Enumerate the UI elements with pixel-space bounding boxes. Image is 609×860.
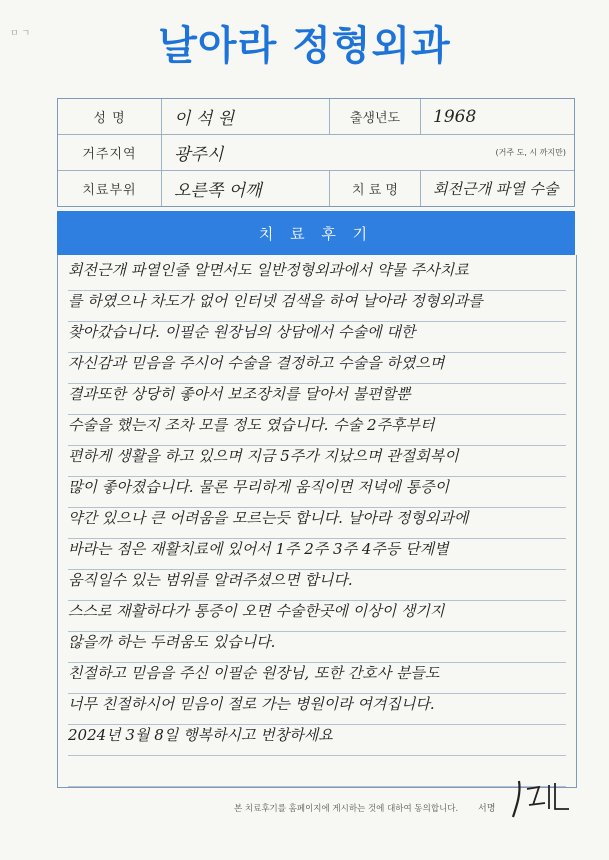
review-line: 자신감과 믿음을 주시어 수술을 결정하고 수술을 하였으며 [68,348,566,384]
review-line: 수술을 했는지 조차 모를 정도 였습니다. 수술 2주후부터 [68,410,566,446]
consent-text: 본 치료후기를 홈페이지에 게시하는 것에 대하여 동의합니다. [234,804,459,814]
review-banner: 치 료 후 기 [57,211,575,255]
region-value-cell [162,135,574,170]
handwritten-signature [505,775,580,823]
corner-mark: ㅁ ㄱ [10,29,31,39]
birth-label: 출생년도 [330,99,421,134]
review-line: 를 하였으나 차도가 없어 인터넷 검색을 하여 날아라 정형외과를 [68,286,566,322]
clinic-title: 날아라 정형외과 [158,23,451,69]
region-note: (거주 도, 시 까지만) [495,148,566,157]
review-line: 많이 좋아졌습니다. 물론 무리하게 움직이면 저녁에 통증이 [68,472,566,508]
review-line: 않을까 하는 두려움도 있습니다. [68,627,566,663]
review-line: 편하게 생활을 하고 있으며 지금 5주가 지났으며 관절회복이 [68,441,566,477]
review-line: 스스로 재활하다가 통증이 오면 수술한곳에 이상이 생기지 [68,596,566,632]
review-text-area [57,255,577,788]
row-area-treatment [58,171,574,206]
treatment-value: 회전근개 파열 수술 [433,180,559,198]
region-value: 광주시 [174,145,224,165]
review-line [68,751,566,787]
review-line: 움직일수 있는 범위를 알려주셨으면 합니다. [68,565,566,601]
review-line: 회전근개 파열인줄 알면서도 일반정형외과에서 약물 주사치료 [68,255,566,291]
review-line: 2024년 3월 8일 행복하시고 번창하세요 [68,720,566,756]
patient-info-table [57,98,575,207]
area-label: 치료부위 [58,171,162,206]
signature-label: 서명 [478,804,496,814]
review-line: 약간 있으나 큰 어려움을 모르는듯 합니다. 날아라 정형외과에 [68,503,566,539]
review-line: 너무 친절하시어 믿음이 절로 가는 병원이라 여겨집니다. [68,689,566,725]
review-line: 바라는 점은 재활치료에 있어서 1주 2주 3주 4주등 단계별 [68,534,566,570]
region-label: 거주지역 [58,135,162,170]
name-label: 성 명 [58,99,162,134]
review-line: 친절하고 믿음을 주신 이필순 원장님, 또한 간호사 분들도 [68,658,566,694]
review-line: 찾아갔습니다. 이필순 원장님의 상담에서 수술에 대한 [68,317,566,353]
row-region [58,135,574,171]
row-name-birth [58,99,574,135]
area-value: 오른쪽 어깨 [162,171,330,206]
name-value: 이 석 원 [162,99,330,134]
treatment-label: 치 료 명 [330,171,421,206]
review-line: 결과또한 상당히 좋아서 보조장치를 달아서 불편할뿐 [68,379,566,415]
birth-value: 1968 [433,106,477,127]
